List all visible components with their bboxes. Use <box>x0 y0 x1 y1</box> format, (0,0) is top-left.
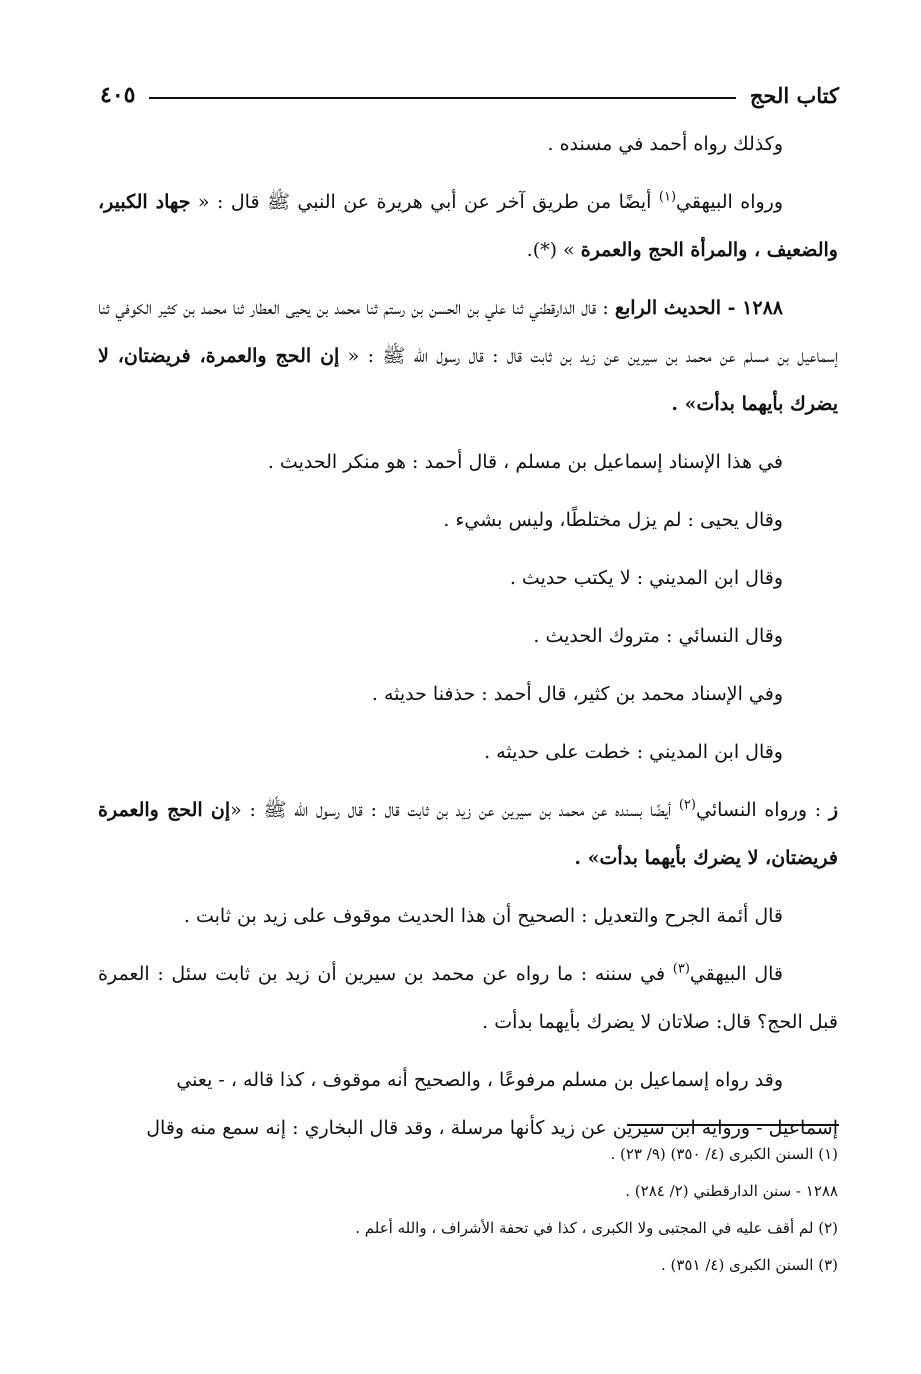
footnote-3: (٢) لم أقف عليه في المجتبى ولا الكبرى ، كذا في تحفة الأشراف ، والله أعلم . <box>355 1219 838 1237</box>
paragraph-10-text-c: » . <box>574 847 600 869</box>
paragraph-2-hadith: جهاد الكبير، والضعيف ، والمرأة الحج والعمرة <box>98 191 838 261</box>
paragraph-6-text: وقال ابن المديني : لا يكتب حديث . <box>509 567 783 589</box>
paragraph-1-text: وكذلك رواه أحمد في مسنده . <box>547 133 783 155</box>
paragraph-6 <box>98 554 838 602</box>
chapter-title: كتاب الحج <box>749 82 839 108</box>
paragraph-13-line-2: إسماعيل - ورواية ابن سيرين عن زيد كأنها مرسلة ، وقد قال البخاري : إنه سمع منه وقال <box>146 1117 838 1139</box>
footnote-2: ١٢٨٨ - سنن الدارقطني (٢/ ٢٨٤) . <box>625 1182 838 1200</box>
zawaid-marker: ز <box>828 799 838 821</box>
paragraph-2-text-b: أيضًا من طريق آخر عن أبي هريرة عن النبي ﷺ قال : « <box>190 191 659 213</box>
paragraph-5-text: وقال يحيى : لم يزل مختلطًا، وليس بشيء . <box>443 509 783 531</box>
paragraph-3-hadith: إن الحج والعمرة، فريضتان، لا يضرك بأيهما بدأت <box>98 345 838 415</box>
paragraph-11-text: قال أئمة الجرح والتعديل : الصحيح أن هذا الحديث موقوف على زيد بن ثابت . <box>183 905 783 927</box>
paragraph-8 <box>98 670 838 718</box>
footnote-separator <box>627 1124 839 1126</box>
paragraph-12-text-a: قال البيهقي <box>689 963 783 985</box>
paragraph-4 <box>98 438 838 486</box>
paragraph-3-text-c: » . <box>671 393 697 415</box>
paragraph-12-text-b: في سننه : ما رواه عن محمد بن سيرين أن زيد بن ثابت سئل : العمرة قبل الحج؟ قال: صلاتان لا يضرك بأيهما بدأت . <box>98 963 838 1033</box>
paragraph-9-text: وقال ابن المديني : خطت على حديثه . <box>484 741 783 763</box>
paragraph-2 <box>98 178 838 274</box>
hadith-number: ١٢٨٨ - الحديث الرابع <box>614 297 783 319</box>
paragraph-10-text-b: أيضًا بسنده عن محمد بن سيرين عن زيد بن ثابت قال : قال رسول الله ﷺ : « <box>230 799 679 821</box>
paragraph-10 <box>98 786 838 882</box>
paragraph-7 <box>98 612 838 660</box>
footnote-ref-3: (٣) <box>672 961 690 977</box>
paragraph-1 <box>98 120 838 168</box>
footnote-1: (١) السنن الكبرى (٤/ ٣٥٠) (٩/ ٢٣) . <box>610 1145 838 1163</box>
main-text <box>98 120 838 1162</box>
paragraph-10-hadith: إن الحج والعمرة فريضتان، لا يضرك بأيهما بدأت <box>98 799 838 869</box>
paragraph-8-text: وفي الإسناد محمد بن كثير، قال أحمد : حذفنا حديثه . <box>371 683 783 705</box>
footnote-4: (٣) السنن الكبرى (٤/ ٣٥١) . <box>660 1256 838 1274</box>
paragraph-7-text: وقال النسائي : متروك الحديث . <box>533 625 783 647</box>
paragraph-12 <box>98 950 838 1046</box>
paragraph-13-line-1: وقد رواه إسماعيل بن مسلم مرفوعًا ، والصحيح أنه موقوف ، كذا قاله ، - يعني <box>176 1069 783 1091</box>
paragraph-5 <box>98 496 838 544</box>
paragraph-11 <box>98 892 838 940</box>
paragraph-2-text-c: » (*). <box>526 239 581 261</box>
footnotes <box>98 1136 838 1284</box>
paragraph-2-text-a: ورواه البيهقي <box>676 191 783 213</box>
paragraph-3-text-a: : قال الدارقطني ثنا علي بن الحسن بن رستم ثنا محمد بن يحيى العطار ثنا محمد بن كثير الكوفي ثنا إسماعيل بن مسلم عن محمد بن سيرين عن زيد بن ثابت قال : قال رسول الله ﷺ : « <box>98 297 839 367</box>
header-rule <box>149 97 735 99</box>
page-number: ٤٠٥ <box>100 82 136 108</box>
paragraph-3 <box>98 284 838 428</box>
running-header <box>100 78 839 112</box>
paragraph-9 <box>98 728 838 776</box>
footnote-ref-1: (١) <box>658 189 677 205</box>
footnote-ref-2: (٢) <box>678 797 696 813</box>
paragraph-4-text: في هذا الإسناد إسماعيل بن مسلم ، قال أحمد : هو منكر الحديث . <box>267 451 783 473</box>
paragraph-10-text-a: : ورواه النسائي <box>695 799 829 821</box>
